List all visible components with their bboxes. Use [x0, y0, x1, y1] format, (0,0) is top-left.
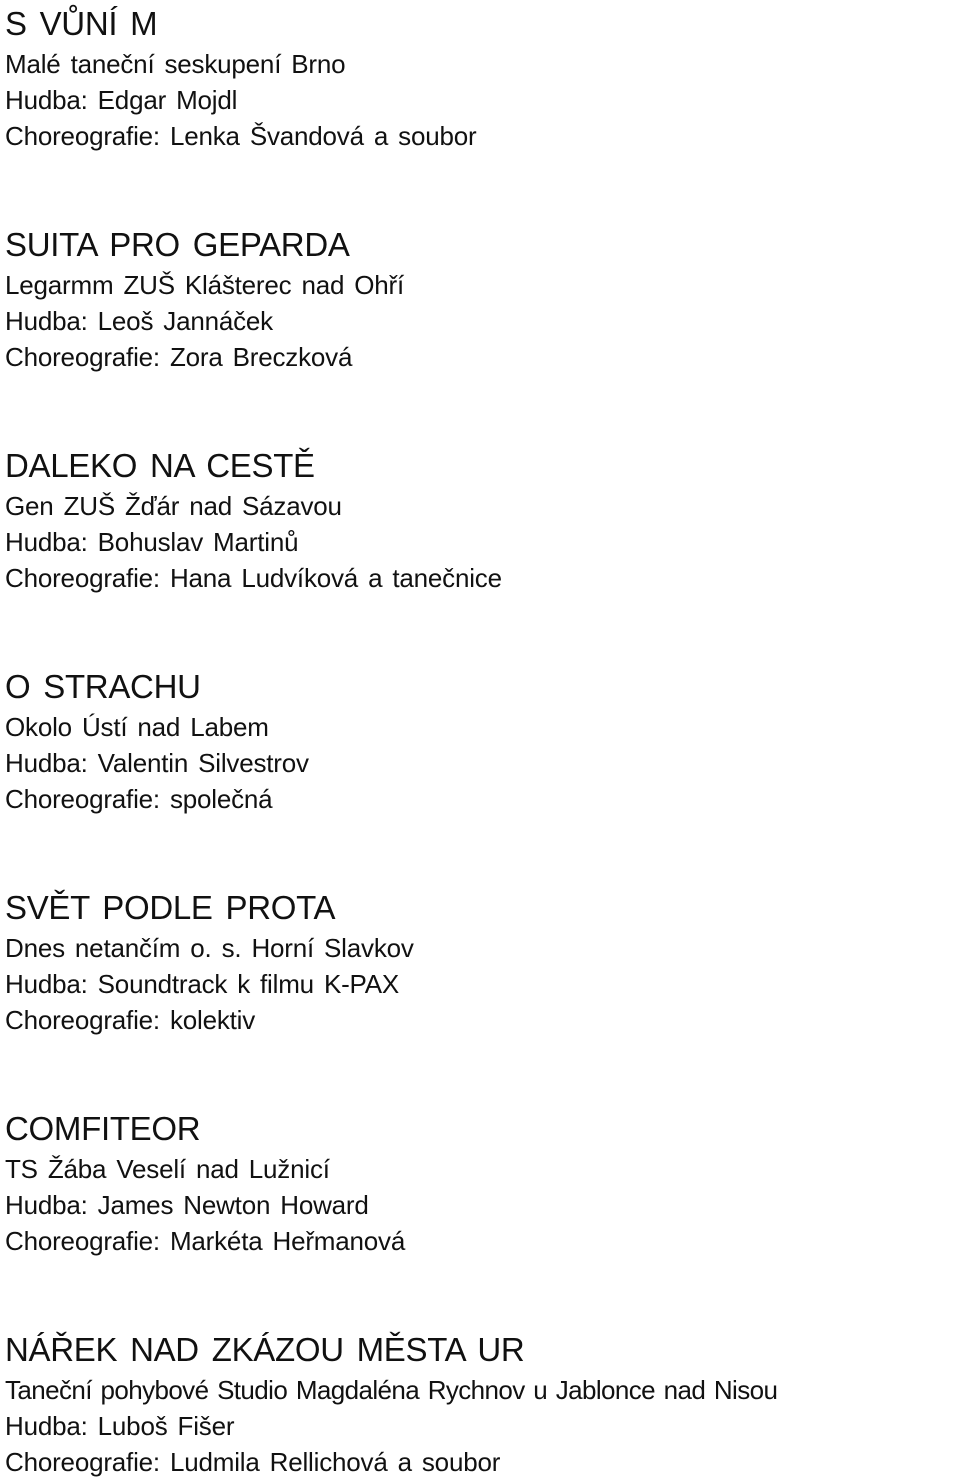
piece-music: Hudba: James Newton Howard [5, 1190, 369, 1220]
piece-music: Hudba: Soundtrack k filmu K-PAX [5, 969, 400, 999]
piece-ensemble: Malé taneční seskupení Brno [5, 49, 346, 79]
piece-ensemble: Okolo Ústí nad Labem [5, 712, 269, 742]
piece-6 [5, 1107, 960, 1259]
piece-3 [5, 444, 960, 596]
piece-ensemble: Legarmm ZUŠ Klášterec nad Ohří [5, 270, 405, 300]
piece-choreography: Choreografie: kolektiv [5, 1005, 256, 1035]
piece-music: Hudba: Bohuslav Martinů [5, 527, 299, 557]
piece-choreography: Choreografie: společná [5, 784, 273, 814]
piece-title: NÁŘEK NAD ZKÁZOU MĚSTA UR [5, 1331, 525, 1368]
piece-music: Hudba: Valentin Silvestrov [5, 748, 309, 778]
piece-7 [5, 1328, 960, 1480]
piece-title: DALEKO NA CESTĚ [5, 447, 315, 484]
piece-ensemble: Taneční pohybové Studio Magdaléna Rychnov u Jablonce nad Nisou [5, 1375, 778, 1405]
piece-ensemble: Gen ZUŠ Žďár nad Sázavou [5, 491, 342, 521]
piece-title: COMFITEOR [5, 1110, 201, 1147]
piece-choreography: Choreografie: Markéta Heřmanová [5, 1226, 406, 1256]
piece-title: SVĚT PODLE PROTA [5, 889, 336, 926]
piece-choreography: Choreografie: Zora Breczková [5, 342, 353, 372]
piece-1 [5, 2, 960, 154]
piece-ensemble: Dnes netančím o. s. Horní Slavkov [5, 933, 414, 963]
piece-ensemble: TS Žába Veselí nad Lužnicí [5, 1154, 330, 1184]
piece-choreography: Choreografie: Ludmila Rellichová a soubor [5, 1447, 501, 1477]
piece-title: SUITA PRO GEPARDA [5, 226, 350, 263]
piece-music: Hudba: Leoš Jannáček [5, 306, 273, 336]
piece-2 [5, 223, 960, 375]
piece-4 [5, 665, 960, 817]
piece-music: Hudba: Luboš Fišer [5, 1411, 235, 1441]
piece-title: O STRACHU [5, 668, 201, 705]
piece-music: Hudba: Edgar Mojdl [5, 85, 238, 115]
piece-choreography: Choreografie: Lenka Švandová a soubor [5, 121, 477, 151]
piece-choreography: Choreografie: Hana Ludvíková a tanečnice [5, 563, 502, 593]
piece-title: S VŮNÍ M [5, 5, 158, 42]
piece-5 [5, 886, 960, 1038]
